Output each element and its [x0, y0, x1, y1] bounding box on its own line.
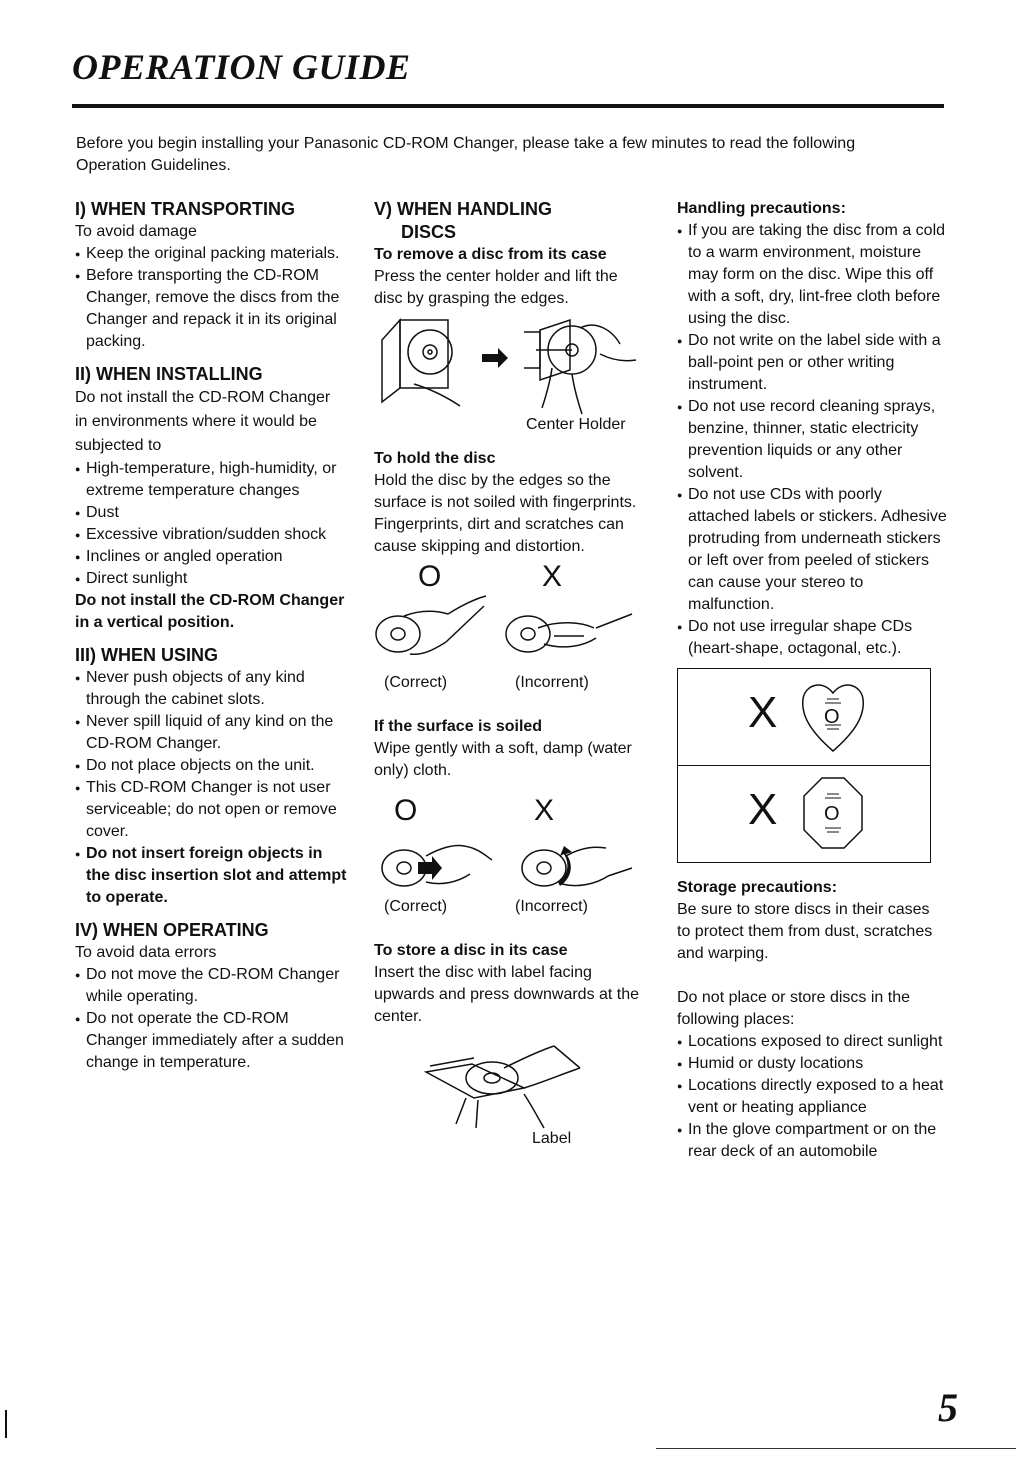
remove-disc-illustration [374, 310, 646, 433]
list-item: ● Do not use CDs with poorly attached labels or stickers. Adhesive protruding from underneath stickers or left over from peeled of stickers can cause your stereo to malfunction. [677, 484, 947, 616]
page-title: OPERATION GUIDE [72, 47, 411, 87]
column-middle [374, 198, 646, 1148]
no-mark: X [748, 688, 778, 737]
title-rule [72, 104, 944, 108]
section-heading: V) WHEN HANDLING [374, 199, 552, 219]
bullet-list [75, 667, 347, 909]
list-item: ● High-temperature, high-humidity, or extreme temperature changes [75, 458, 347, 502]
section-heading-cont: DISCS [401, 222, 457, 242]
caption-correct: (Correct) [384, 898, 448, 915]
bullet-list [75, 243, 347, 353]
store-disc-illustration [374, 1028, 646, 1148]
subsection-title: To remove a disc from its case [374, 246, 607, 263]
section-installing [75, 363, 347, 634]
hold-disc-illustration [374, 558, 646, 678]
ok-mark: O [394, 794, 418, 827]
section-heading: I) WHEN TRANSPORTING [75, 199, 295, 219]
no-mark: X [748, 785, 778, 834]
section-using [75, 644, 347, 909]
list-item: ● This CD-ROM Changer is not user serviceable; do not open or remove cover. [75, 777, 347, 843]
subsection-title: To hold the disc [374, 450, 496, 467]
list-item: ● Do not use irregular shape CDs (heart-shape, octagonal, etc.). [677, 616, 947, 660]
ok-mark: O [418, 560, 442, 593]
list-item: ● In the glove compartment or on the rear deck of an automobile [677, 1119, 947, 1163]
scan-edge-mark [5, 1410, 7, 1438]
octagon-disc-cell [678, 765, 930, 862]
subsection-title: To store a disc in its case [374, 942, 568, 959]
list-item-warning: ● Do not insert foreign objects in the disc insertion slot and attempt to operate. [75, 843, 347, 909]
label-callout: Label [532, 1130, 572, 1147]
list-item: ● Do not place objects on the unit. [75, 755, 347, 777]
bullet-list [75, 458, 347, 590]
no-mark: X [542, 560, 563, 593]
wipe-disc-illustration [374, 782, 646, 900]
intro-paragraph: Before you begin installing your Panasonic CD-ROM Changer, please take a few minutes to read the following Operation Guidelines. [76, 135, 856, 174]
storage-text: Be sure to store discs in their cases to protect them from dust, scratches and warping. [677, 901, 933, 962]
subsection-text: Fingerprints, dirt and scratches can cause skipping and distortion. [374, 516, 624, 555]
install-warning: Do not install the CD-ROM Changer in a vertical position. [75, 592, 345, 631]
subsection-title: Storage precautions: [677, 879, 838, 896]
section-lead: To avoid data errors [75, 944, 217, 961]
list-item: ● Do not operate the CD-ROM Changer immediately after a sudden change in temperature. [75, 1008, 347, 1074]
list-item: ● Locations exposed to direct sunlight [677, 1031, 947, 1053]
list-item: ● Direct sunlight [75, 568, 347, 590]
irregular-disc-figure [677, 668, 931, 863]
section-transporting [75, 198, 347, 353]
list-item: ● Do not use record cleaning sprays, benzine, thinner, static electricity prevention liquids or any other solvent. [677, 396, 947, 484]
column-left [75, 198, 347, 1084]
column-right [677, 198, 947, 1163]
list-item: ● Before transporting the CD-ROM Changer, remove the discs from the Changer and repack it in its original packing. [75, 265, 347, 353]
store-disc-figure [374, 1028, 646, 1148]
caption-correct: (Correct) [384, 674, 448, 691]
section-lead: To avoid damage [75, 223, 197, 240]
disc-hole-mark: O [824, 803, 840, 825]
bullet-list [677, 220, 947, 660]
section-heading: IV) WHEN OPERATING [75, 920, 269, 940]
section-operating [75, 919, 347, 1074]
subsection-text: Wipe gently with a soft, damp (water only) cloth. [374, 740, 632, 779]
hold-disc-figure [374, 558, 646, 678]
caption-incorrect: (Incorrect) [515, 898, 588, 915]
disc-hole-mark: O [824, 706, 840, 728]
list-item: ● Excessive vibration/sudden shock [75, 524, 347, 546]
list-item: ● Do not move the CD-ROM Changer while operating. [75, 964, 347, 1008]
list-item: ● Keep the original packing materials. [75, 243, 347, 265]
storage-lead: Do not place or store discs in the following places: [677, 989, 911, 1028]
list-item: ● Inclines or angled operation [75, 546, 347, 568]
section-heading: III) WHEN USING [75, 645, 218, 665]
list-item: ● Dust [75, 502, 347, 524]
list-item: ● Locations directly exposed to a heat vent or heating appliance [677, 1075, 947, 1119]
list-item: ● Humid or dusty locations [677, 1053, 947, 1075]
page-number: 5 [938, 1385, 958, 1430]
section-lead: Do not install the CD-ROM Changer in environments where it would be subjected to [75, 389, 331, 454]
footer-rule [656, 1448, 1016, 1449]
subsection-text: Hold the disc by the edges so the surface is not soiled with fingerprints. [374, 472, 637, 511]
list-item: ● Never push objects of any kind through the cabinet slots. [75, 667, 347, 711]
list-item: ● Never spill liquid of any kind on the CD-ROM Changer. [75, 711, 347, 755]
list-item: ● Do not write on the label side with a ball-point pen or other writing instrument. [677, 330, 947, 396]
no-mark: X [534, 794, 555, 827]
caption-incorrect: (Incorrent) [515, 674, 589, 691]
subsection-title: If the surface is soiled [374, 718, 543, 735]
bullet-list [677, 1031, 947, 1163]
subsection-text: Insert the disc with label facing upwards and press downwards at the center. [374, 964, 640, 1025]
subsection-title: Handling precautions: [677, 200, 846, 217]
subsection-text: Press the center holder and lift the disc by grasping the edges. [374, 268, 618, 307]
center-holder-label: Center Holder [526, 416, 626, 433]
remove-disc-figure [374, 310, 646, 420]
list-item: ● If you are taking the disc from a cold to a warm environment, moisture may form on the disc. Wipe this off with a soft, dry, lint-free cloth before using the disc. [677, 220, 947, 330]
section-heading: II) WHEN INSTALLING [75, 364, 263, 384]
heart-disc-cell [678, 669, 930, 765]
bullet-list [75, 964, 347, 1074]
